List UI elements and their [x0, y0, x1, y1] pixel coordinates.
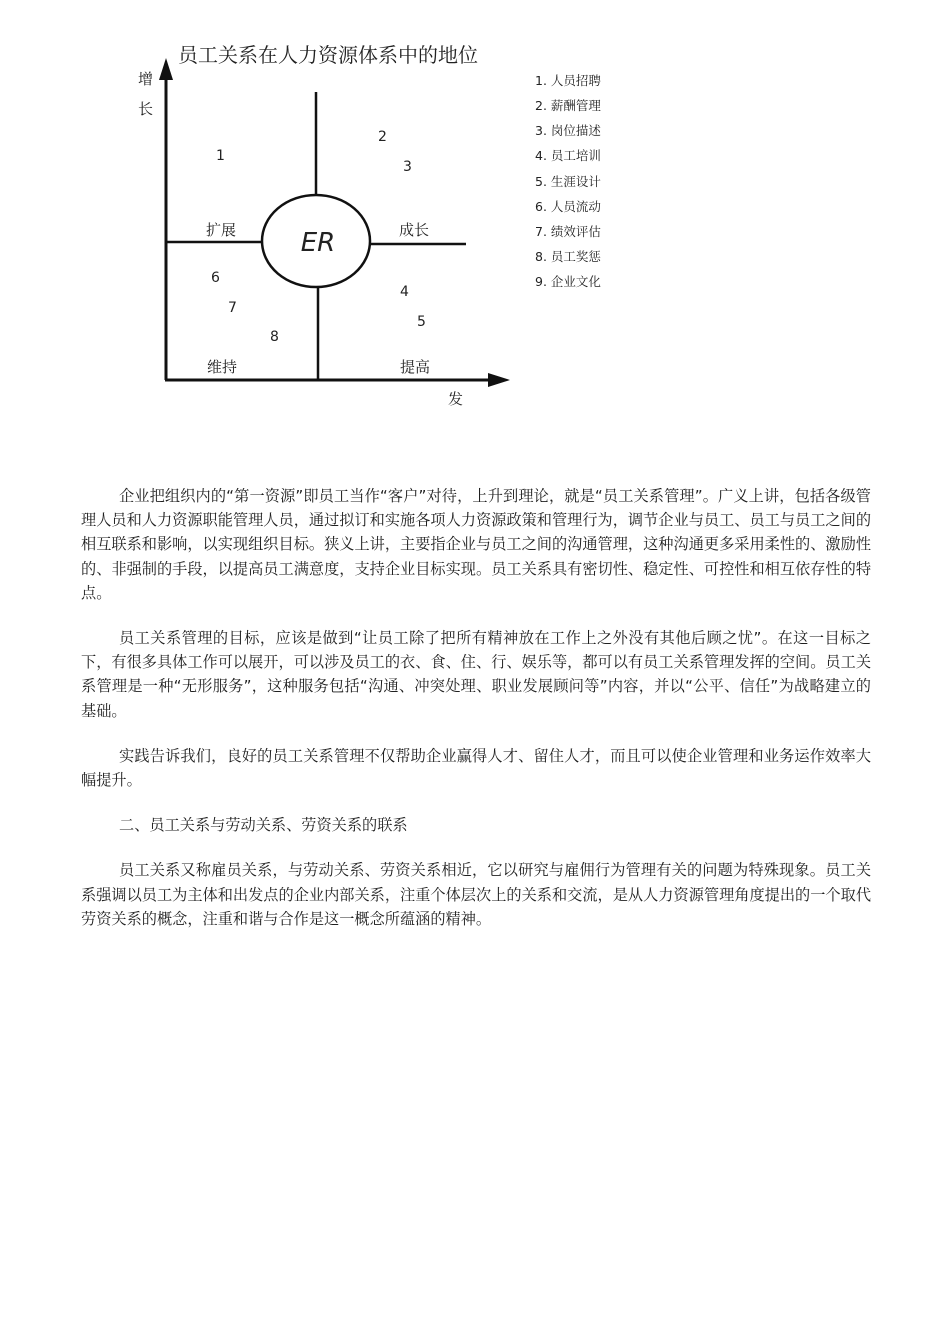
legend-item: 5. 生涯设计 [535, 174, 601, 189]
label-maintain: 维持 [207, 358, 238, 376]
section-heading: 二、员工关系与劳动关系、劳资关系的联系 [119, 816, 408, 835]
legend-item: 1. 人员招聘 [535, 73, 601, 88]
marker-4: 4 [400, 284, 409, 300]
paragraph-goal: 员工关系管理的目标，应该是做到“让员工除了把所有精神放在工作上之外没有其他后顾之忧”。在这一目标之下，有很多具体工作可以展开，可以涉及员工的衣、食、住、行、娱乐等，都可以有员工关系管理发挥的空间。员工关系管理是一种“无形服务”，这种服务包括“沟通、冲突处理、职业发展顾问等”内容，并以“公平、信任”为战略建立的基础。 [81, 629, 871, 720]
marker-5: 5 [417, 314, 426, 330]
legend-item: 9. 企业文化 [535, 274, 601, 289]
body-text [81, 484, 871, 952]
er-label: ER [300, 228, 336, 258]
marker-3: 3 [403, 159, 412, 175]
legend-item: 4. 员工培训 [535, 148, 601, 163]
marker-7: 7 [228, 300, 237, 316]
y-axis-label-1: 增 [138, 70, 154, 88]
label-growth: 成长 [399, 221, 430, 239]
legend-item: 7. 绩效评估 [535, 224, 601, 239]
label-expand: 扩展 [206, 221, 237, 239]
y-axis-label-2: 长 [138, 100, 154, 118]
legend-item: 3. 岗位描述 [535, 123, 601, 138]
paragraph-definition: 企业把组织内的“第一资源”即员工当作“客户”对待，上升到理论，就是“员工关系管理”。广义上讲，包括各级管理人员和人力资源职能管理人员，通过拟订和实施各项人力资源政策和管理行为，调节企业与员工、员工与员工之间的相互联系和影响，以实现组织目标。狭义上讲，主要指企业与员工之间的沟通管理，这种沟通更多采用柔性的、激励性的、非强制的手段，以提高员工满意度，支持企业目标实现。员工关系具有密切性、稳定性、可控性和相互依存性的特点。 [81, 487, 871, 602]
x-axis-label: 发 [448, 390, 464, 408]
er-position-diagram [0, 0, 950, 450]
legend-item: 8. 员工奖惩 [535, 249, 601, 264]
legend [535, 73, 601, 289]
paragraph-practice: 实践告诉我们，良好的员工关系管理不仅帮助企业赢得人才、留住人才，而且可以使企业管理和业务运作效率大幅提升。 [81, 746, 871, 790]
marker-6: 6 [211, 270, 220, 286]
marker-2: 2 [378, 129, 387, 145]
legend-item: 2. 薪酬管理 [535, 98, 601, 113]
legend-item: 6. 人员流动 [535, 199, 601, 214]
diagram-title: 员工关系在人力资源体系中的地位 [178, 43, 478, 67]
marker-1: 1 [216, 148, 225, 164]
y-axis-arrow [159, 58, 173, 80]
marker-8: 8 [270, 329, 279, 345]
label-improve: 提高 [400, 358, 431, 376]
paragraph-relations: 员工关系又称雇员关系，与劳动关系、劳资关系相近，它以研究与雇佣行为管理有关的问题为特殊现象。员工关系强调以员工为主体和出发点的企业内部关系，注重个体层次上的关系和交流，是从人力资源管理角度提出的一个取代劳资关系的概念，注重和谐与合作是这一概念所蕴涵的精神。 [81, 861, 871, 928]
x-axis-arrow [488, 373, 510, 387]
